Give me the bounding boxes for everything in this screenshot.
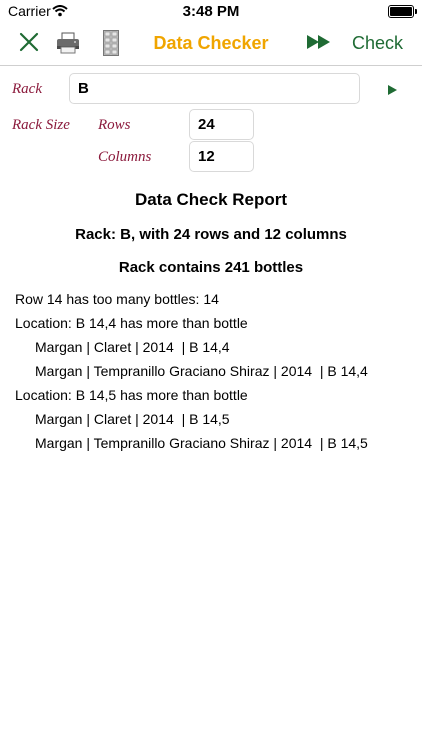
check-button[interactable]: Check (352, 33, 404, 53)
page-title: Data Checker (153, 33, 269, 53)
rack-label: Rack (12, 81, 42, 97)
rows-label: Rows (98, 117, 131, 133)
report-line: Row 14 has too many bottles: 14 (15, 291, 219, 307)
fast-forward-icon[interactable] (306, 34, 332, 55)
report-line: Margan | Claret | 2014 | B 14,4 (35, 339, 230, 355)
report-rack-summary: Rack: B, with 24 rows and 12 columns (75, 226, 347, 243)
report-line: Location: B 14,5 has more than bottle (15, 387, 248, 403)
report-line: Margan | Tempranillo Graciano Shiraz | 2014 | B 14,5 (35, 435, 368, 451)
status-time: 3:48 PM (182, 3, 240, 20)
status-bar (0, 0, 422, 22)
rack-size-label: Rack Size (12, 117, 70, 133)
columns-input[interactable]: 12 (189, 141, 254, 172)
rack-input[interactable]: B (69, 73, 360, 104)
report-line: Margan | Claret | 2014 | B 14,5 (35, 411, 230, 427)
rows-input[interactable]: 24 (189, 109, 254, 140)
carrier-label: Carrier (8, 3, 51, 19)
toolbar (0, 22, 422, 66)
report-line: Margan | Tempranillo Graciano Shiraz | 2014 | B 14,4 (35, 363, 368, 379)
columns-label: Columns (98, 149, 152, 165)
play-icon[interactable] (387, 83, 398, 101)
report-bottle-count: Rack contains 241 bottles (118, 259, 304, 276)
battery-icon (388, 5, 414, 18)
report-title: Data Check Report (134, 190, 288, 209)
report-line: Location: B 14,4 has more than bottle (15, 315, 248, 331)
